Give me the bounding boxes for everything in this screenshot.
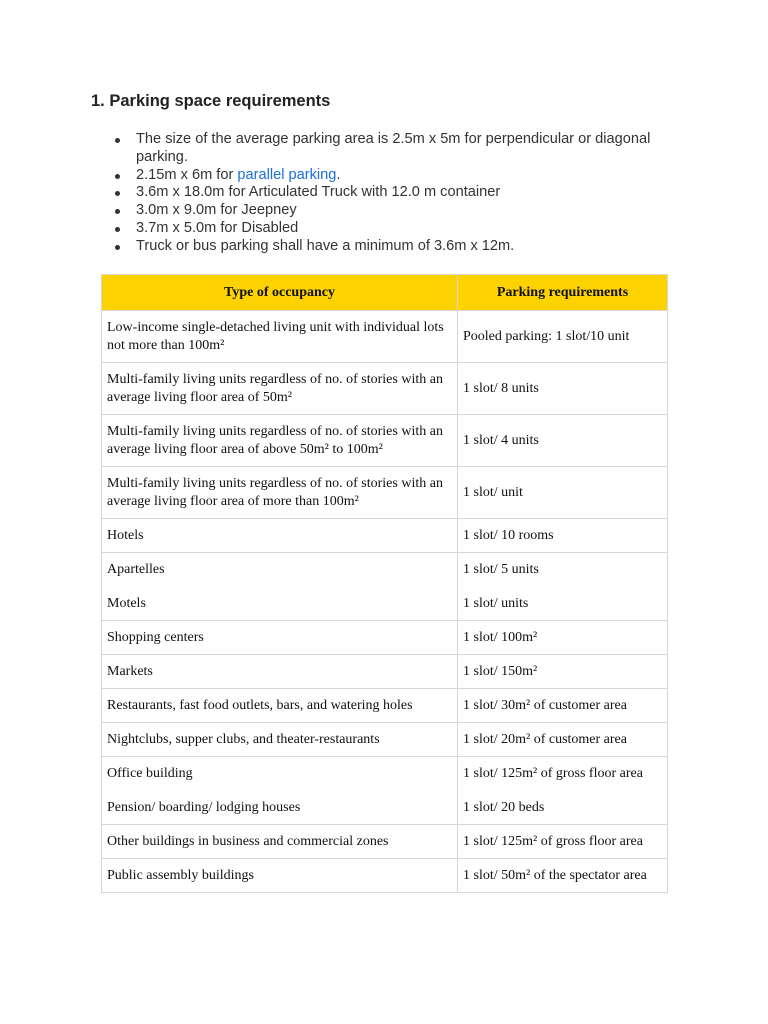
requirement-cell: 1 slot/ unit: [458, 467, 668, 519]
occupancy-cell: Public assembly buildings: [102, 859, 458, 893]
occupancy-cell: Multi-family living units regardless of no. of stories with an average living floor area of more than 100m²: [102, 467, 458, 519]
requirement-cell: 1 slot/ 30m² of customer area: [458, 689, 668, 723]
list-item-prefix: 2.15m x 6m for: [136, 166, 238, 183]
table-row: [102, 311, 668, 363]
occupancy-line: Motels: [107, 595, 146, 611]
requirement-cell: 1 slot/ 100m²: [458, 621, 668, 655]
list-item: [136, 238, 696, 256]
requirements-list: [136, 131, 696, 256]
table-row: [102, 415, 668, 467]
occupancy-cell: Markets: [102, 655, 458, 689]
table-row: [102, 723, 668, 757]
requirement-line: 1 slot/ 125m² of gross floor area: [463, 766, 643, 781]
occupancy-cell: Low-income single-detached living unit with individual lots not more than 100m²: [102, 311, 458, 363]
requirement-cell: 1 slot/ 50m² of the spectator area: [458, 859, 668, 893]
occupancy-cell: Restaurants, fast food outlets, bars, and watering holes: [102, 689, 458, 723]
occupancy-cell: Multi-family living units regardless of no. of stories with an average living floor area of above 50m² to 100m²: [102, 415, 458, 467]
table-row: [102, 519, 668, 553]
bullet-icon: [115, 227, 120, 232]
bullet-icon: [115, 138, 120, 143]
table-row: [102, 467, 668, 519]
bullet-icon: [115, 191, 120, 196]
list-item: [136, 220, 696, 238]
table-row: [102, 553, 668, 621]
list-item: [136, 167, 696, 185]
bullet-icon: [115, 209, 120, 214]
bullet-icon: [115, 245, 120, 250]
requirement-cell: 1 slot/ 10 rooms: [458, 519, 668, 553]
bullet-icon: [115, 174, 120, 179]
occupancy-line: Apartelles: [107, 562, 165, 577]
table-row: [102, 621, 668, 655]
requirement-cell: [458, 757, 668, 825]
list-item-suffix: .: [336, 166, 341, 183]
requirement-cell: [458, 553, 668, 621]
requirement-cell: 1 slot/ 125m² of gross floor area: [458, 825, 668, 859]
occupancy-cell: Nightclubs, supper clubs, and theater-restaurants: [102, 723, 458, 757]
parallel-parking-link[interactable]: parallel parking: [237, 166, 337, 183]
parking-requirements-table: [101, 274, 668, 893]
occupancy-cell: [102, 757, 458, 825]
list-item: [136, 131, 696, 167]
requirement-line: 1 slot/ 5 units: [463, 562, 539, 577]
requirement-line: 1 slot/ 20 beds: [463, 799, 545, 815]
table-row: [102, 757, 668, 825]
occupancy-cell: Hotels: [102, 519, 458, 553]
requirement-cell: Pooled parking: 1 slot/10 unit: [458, 311, 668, 363]
table-row: [102, 859, 668, 893]
requirement-cell: 1 slot/ 150m²: [458, 655, 668, 689]
table-row: [102, 689, 668, 723]
list-item-text: 3.7m x 5.0m for Disabled: [136, 219, 299, 236]
list-item: [136, 184, 696, 202]
occupancy-cell: Shopping centers: [102, 621, 458, 655]
table-row: [102, 655, 668, 689]
occupancy-cell: [102, 553, 458, 621]
column-header-occupancy: Type of occupancy: [102, 275, 458, 311]
list-item-text: 3.0m x 9.0m for Jeepney: [136, 202, 297, 219]
requirement-line: 1 slot/ units: [463, 595, 529, 611]
list-item-text: The size of the average parking area is 2.5m x 5m for perpendicular or diagonal parking.: [136, 131, 651, 165]
table-row: [102, 825, 668, 859]
occupancy-line: Pension/ boarding/ lodging houses: [107, 799, 301, 815]
occupancy-cell: Other buildings in business and commercial zones: [102, 825, 458, 859]
occupancy-line: Office building: [107, 766, 193, 781]
table-row: [102, 363, 668, 415]
list-item-text: Truck or bus parking shall have a minimum of 3.6m x 12m.: [136, 237, 515, 254]
requirement-cell: 1 slot/ 20m² of customer area: [458, 723, 668, 757]
occupancy-cell: Multi-family living units regardless of no. of stories with an average living floor area of 50m²: [102, 363, 458, 415]
column-header-requirements: Parking requirements: [458, 275, 668, 311]
section-heading: 1. Parking space requirements: [91, 92, 331, 110]
requirement-cell: 1 slot/ 4 units: [458, 415, 668, 467]
list-item-text: 3.6m x 18.0m for Articulated Truck with 12.0 m container: [136, 184, 501, 201]
requirement-cell: 1 slot/ 8 units: [458, 363, 668, 415]
list-item: [136, 202, 696, 220]
table-header-row: [102, 275, 668, 311]
